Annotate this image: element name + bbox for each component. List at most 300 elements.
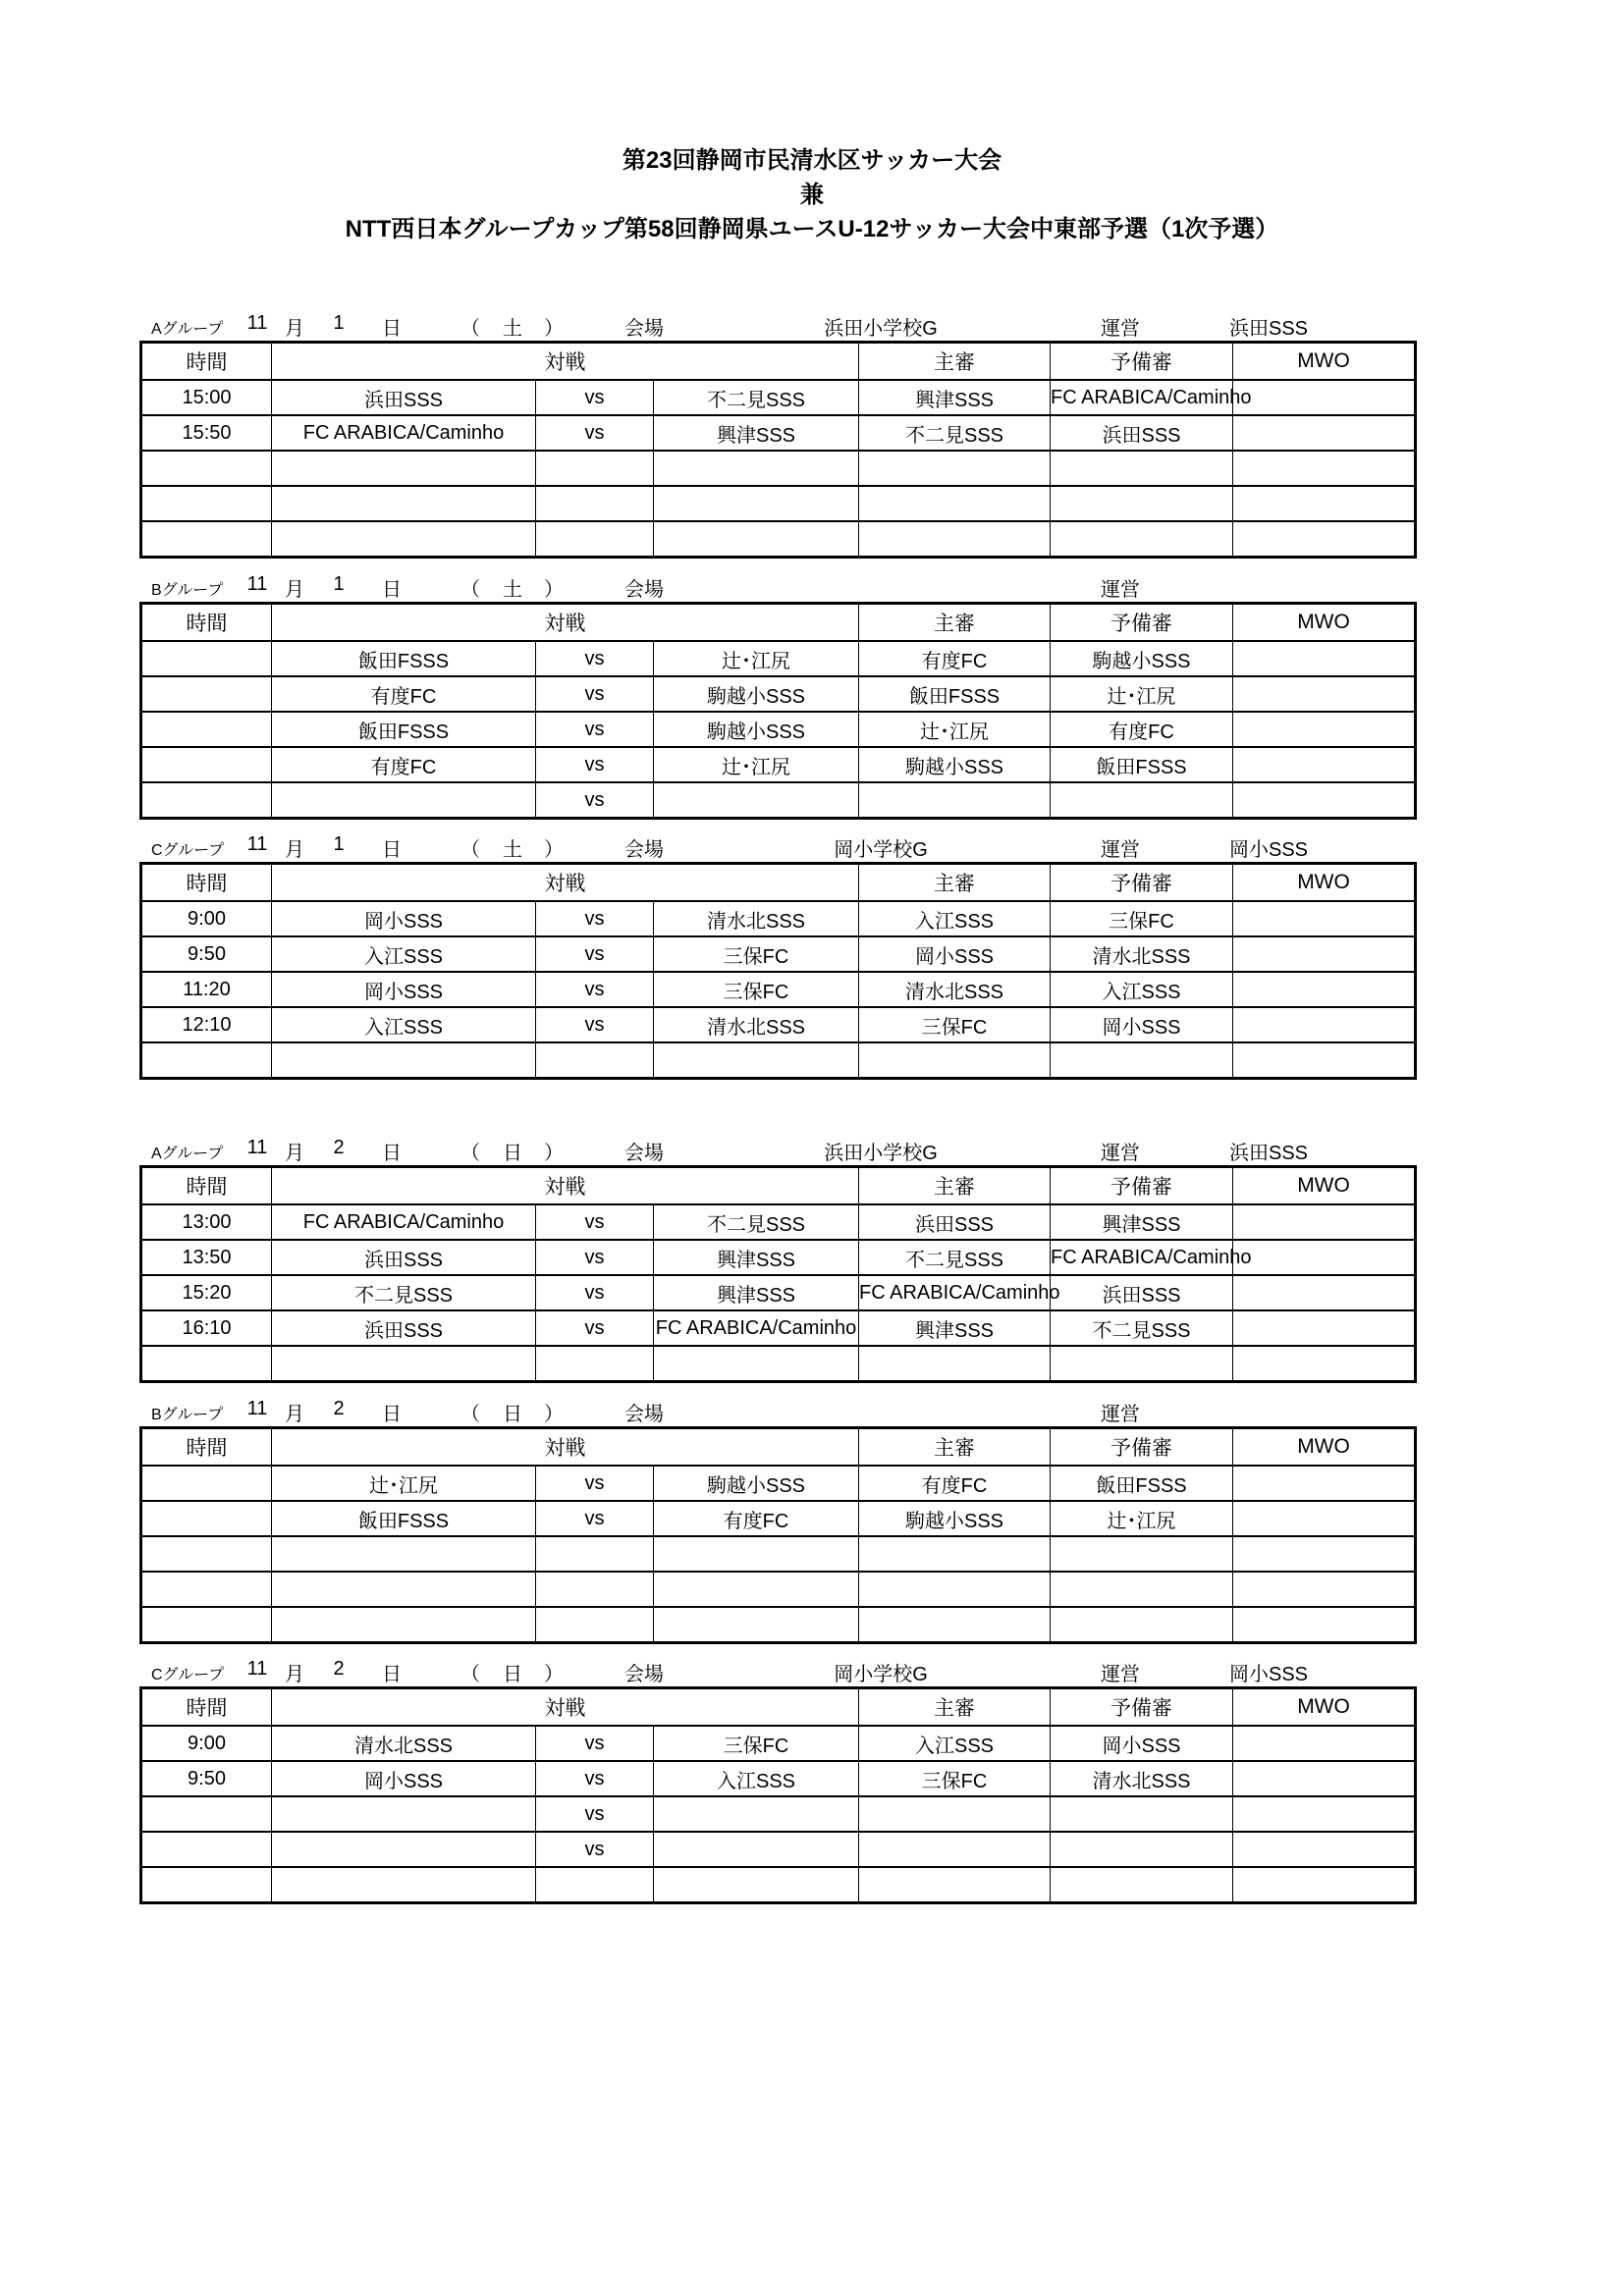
paren-close: ） — [544, 1664, 564, 1685]
reserve-referee-cell: 辻･江尻 — [1051, 1501, 1233, 1536]
mwo-cell — [1233, 521, 1416, 558]
date-day: 2 — [333, 1658, 345, 1680]
column-header-match: 対戦 — [272, 1428, 859, 1467]
table-header-row — [141, 864, 1416, 902]
vs-label — [536, 1867, 654, 1903]
vs-label: vs — [536, 1204, 654, 1240]
reserve-referee-cell: 飯田FSSS — [1051, 747, 1233, 782]
time-cell: 12:10 — [141, 1007, 272, 1042]
vs-label: vs — [536, 936, 654, 972]
mwo-cell — [1233, 747, 1416, 782]
time-cell — [141, 1466, 272, 1501]
column-header-referee: 主審 — [859, 1428, 1051, 1467]
away-team-cell — [654, 451, 859, 486]
mwo-cell — [1233, 712, 1416, 747]
match-row — [141, 1042, 1416, 1079]
vs-label: vs — [536, 1240, 654, 1275]
home-team-cell: 浜田SSS — [272, 1240, 536, 1275]
reserve-referee-cell: 清水北SSS — [1051, 936, 1233, 972]
referee-cell: 興津SSS — [859, 380, 1051, 415]
home-team-cell — [272, 486, 536, 521]
referee-cell — [859, 1042, 1051, 1079]
page-title-line1: 第23回静岡市民清水区サッカー大会 — [622, 147, 1002, 174]
mwo-cell — [1233, 1007, 1416, 1042]
date-weekday: 日 — [503, 1664, 522, 1685]
vs-label: vs — [536, 972, 654, 1007]
mwo-cell — [1233, 936, 1416, 972]
reserve-referee-cell: 飯田FSSS — [1051, 1466, 1233, 1501]
group-label: Aグループ — [151, 321, 224, 338]
date-day: 1 — [333, 312, 345, 334]
away-team-cell — [654, 1832, 859, 1867]
away-team-cell: 入江SSS — [654, 1761, 859, 1796]
reserve-referee-cell: 辻･江尻 — [1051, 676, 1233, 712]
operator-name: 浜田SSS — [1228, 318, 1309, 340]
time-cell — [141, 1867, 272, 1903]
vs-label: vs — [536, 901, 654, 936]
reserve-referee-cell — [1051, 1867, 1233, 1903]
column-header-match: 対戦 — [272, 1167, 859, 1205]
mwo-cell — [1233, 380, 1416, 415]
referee-cell — [859, 782, 1051, 819]
match-row — [141, 1572, 1416, 1607]
away-team-cell — [654, 521, 859, 558]
day-kanji-label: 日 — [382, 839, 402, 861]
time-cell — [141, 486, 272, 521]
venue-name: 岡小学校G — [834, 839, 928, 861]
column-header-match: 対戦 — [272, 604, 859, 642]
home-team-cell — [272, 521, 536, 558]
paren-open: （ — [460, 1664, 480, 1685]
venue-label: 会場 — [624, 1404, 664, 1425]
reserve-referee-cell: FC ARABICA/Caminho — [1051, 380, 1233, 415]
vs-label: vs — [536, 747, 654, 782]
vs-label: vs — [536, 676, 654, 712]
away-team-cell: 興津SSS — [654, 1275, 859, 1310]
table-header-row — [141, 343, 1416, 381]
home-team-cell: 浜田SSS — [272, 380, 536, 415]
referee-cell — [859, 1346, 1051, 1382]
match-row — [141, 415, 1416, 451]
reserve-referee-cell: 岡小SSS — [1051, 1007, 1233, 1042]
time-cell — [141, 1042, 272, 1079]
home-team-cell — [272, 1607, 536, 1643]
reserve-referee-cell — [1051, 486, 1233, 521]
home-team-cell: FC ARABICA/Caminho — [272, 1204, 536, 1240]
column-header-match: 対戦 — [272, 864, 859, 902]
away-team-cell — [654, 1042, 859, 1079]
home-team-cell — [272, 1536, 536, 1572]
match-row — [141, 712, 1416, 747]
away-team-cell: FC ARABICA/Caminho — [654, 1310, 859, 1346]
group-label: Bグループ — [151, 1407, 224, 1423]
match-row — [141, 1240, 1416, 1275]
match-row — [141, 380, 1416, 415]
operator-label: 運営 — [1101, 318, 1140, 340]
away-team-cell — [654, 1572, 859, 1607]
home-team-cell: 有度FC — [272, 747, 536, 782]
time-cell — [141, 676, 272, 712]
mwo-cell — [1233, 901, 1416, 936]
column-header-match: 対戦 — [272, 343, 859, 381]
column-header-time: 時間 — [141, 343, 272, 381]
column-header-time: 時間 — [141, 604, 272, 642]
column-header-time: 時間 — [141, 1167, 272, 1205]
vs-label: vs — [536, 782, 654, 819]
match-row — [141, 1796, 1416, 1832]
referee-cell: 不二見SSS — [859, 415, 1051, 451]
date-day: 2 — [333, 1398, 345, 1419]
referee-cell: 入江SSS — [859, 1726, 1051, 1761]
away-team-cell — [654, 486, 859, 521]
home-team-cell — [272, 1867, 536, 1903]
vs-label: vs — [536, 1501, 654, 1536]
mwo-cell — [1233, 1466, 1416, 1501]
reserve-referee-cell — [1051, 1796, 1233, 1832]
time-cell: 15:50 — [141, 415, 272, 451]
away-team-cell: 興津SSS — [654, 415, 859, 451]
reserve-referee-cell — [1051, 1042, 1233, 1079]
table-header-row — [141, 1688, 1416, 1727]
home-team-cell — [272, 451, 536, 486]
column-header-match: 対戦 — [272, 1688, 859, 1727]
vs-label: vs — [536, 1275, 654, 1310]
time-cell: 13:50 — [141, 1240, 272, 1275]
mwo-cell — [1233, 1536, 1416, 1572]
operator-label: 運営 — [1101, 1404, 1140, 1425]
time-cell: 15:00 — [141, 380, 272, 415]
match-row — [141, 1832, 1416, 1867]
reserve-referee-cell — [1051, 451, 1233, 486]
away-team-cell: 駒越小SSS — [654, 676, 859, 712]
column-header-referee: 主審 — [859, 604, 1051, 642]
referee-cell: 浜田SSS — [859, 1204, 1051, 1240]
date-month: 11 — [246, 312, 268, 334]
reserve-referee-cell — [1051, 1572, 1233, 1607]
time-cell — [141, 1536, 272, 1572]
referee-cell: 入江SSS — [859, 901, 1051, 936]
home-team-cell: 有度FC — [272, 676, 536, 712]
column-header-reserve-referee: 予備審 — [1051, 343, 1233, 381]
mwo-cell — [1233, 451, 1416, 486]
referee-cell: 飯田FSSS — [859, 676, 1051, 712]
referee-cell — [859, 1607, 1051, 1643]
venue-name: 浜田小学校G — [824, 1143, 938, 1164]
venue-name: 岡小学校G — [834, 1664, 928, 1685]
vs-label — [536, 451, 654, 486]
vs-label — [536, 1536, 654, 1572]
venue-name: 浜田小学校G — [824, 318, 938, 340]
match-row — [141, 521, 1416, 558]
date-day: 1 — [333, 573, 345, 595]
paren-open: （ — [460, 318, 480, 340]
reserve-referee-cell: 入江SSS — [1051, 972, 1233, 1007]
schedule-block — [139, 312, 1414, 559]
time-cell — [141, 1832, 272, 1867]
match-row — [141, 782, 1416, 819]
time-cell — [141, 782, 272, 819]
referee-cell: 有度FC — [859, 1466, 1051, 1501]
group-label: Bグループ — [151, 582, 224, 599]
reserve-referee-cell — [1051, 1346, 1233, 1382]
schedule-table — [139, 1426, 1417, 1644]
match-row — [141, 1466, 1416, 1501]
vs-label — [536, 486, 654, 521]
away-team-cell — [654, 1796, 859, 1832]
referee-cell — [859, 1796, 1051, 1832]
operator-label: 運営 — [1101, 579, 1140, 601]
away-team-cell: 辻･江尻 — [654, 747, 859, 782]
reserve-referee-cell — [1051, 521, 1233, 558]
column-header-referee: 主審 — [859, 864, 1051, 902]
vs-label — [536, 1572, 654, 1607]
vs-label: vs — [536, 415, 654, 451]
date-weekday: 日 — [503, 1404, 522, 1425]
referee-cell: 岡小SSS — [859, 936, 1051, 972]
time-cell: 9:50 — [141, 936, 272, 972]
operator-name: 岡小SSS — [1228, 839, 1309, 861]
time-cell: 16:10 — [141, 1310, 272, 1346]
referee-cell: 三保FC — [859, 1761, 1051, 1796]
match-row — [141, 1346, 1416, 1382]
schedule-table — [139, 862, 1417, 1080]
paren-close: ） — [544, 579, 564, 601]
home-team-cell — [272, 1796, 536, 1832]
home-team-cell: 飯田FSSS — [272, 641, 536, 676]
match-row — [141, 1761, 1416, 1796]
column-header-mwo: MWO — [1233, 1428, 1416, 1467]
venue-label: 会場 — [624, 318, 664, 340]
date-weekday: 土 — [503, 579, 522, 601]
away-team-cell: 三保FC — [654, 972, 859, 1007]
vs-label: vs — [536, 380, 654, 415]
reserve-referee-cell: 有度FC — [1051, 712, 1233, 747]
column-header-reserve-referee: 予備審 — [1051, 604, 1233, 642]
time-cell: 9:00 — [141, 1726, 272, 1761]
match-row — [141, 936, 1416, 972]
referee-cell — [859, 451, 1051, 486]
date-weekday: 土 — [503, 839, 522, 861]
referee-cell: 清水北SSS — [859, 972, 1051, 1007]
mwo-cell — [1233, 1204, 1416, 1240]
column-header-mwo: MWO — [1233, 604, 1416, 642]
away-team-cell: 三保FC — [654, 1726, 859, 1761]
mwo-cell — [1233, 1346, 1416, 1382]
match-row — [141, 901, 1416, 936]
schedule-block — [139, 573, 1414, 820]
month-kanji-label: 月 — [285, 579, 304, 601]
reserve-referee-cell: 駒越小SSS — [1051, 641, 1233, 676]
referee-cell: 不二見SSS — [859, 1240, 1051, 1275]
home-team-cell: 岡小SSS — [272, 1761, 536, 1796]
home-team-cell: 岡小SSS — [272, 901, 536, 936]
reserve-referee-cell: 三保FC — [1051, 901, 1233, 936]
column-header-time: 時間 — [141, 1428, 272, 1467]
home-team-cell: 辻･江尻 — [272, 1466, 536, 1501]
reserve-referee-cell: 不二見SSS — [1051, 1310, 1233, 1346]
column-header-time: 時間 — [141, 1688, 272, 1727]
referee-cell: 駒越小SSS — [859, 1501, 1051, 1536]
month-kanji-label: 月 — [285, 1664, 304, 1685]
date-month: 11 — [246, 1137, 268, 1158]
group-label: Cグループ — [151, 842, 225, 859]
time-cell — [141, 1572, 272, 1607]
referee-cell — [859, 1832, 1051, 1867]
column-header-reserve-referee: 予備審 — [1051, 1428, 1233, 1467]
paren-close: ） — [544, 839, 564, 861]
referee-cell — [859, 1572, 1051, 1607]
time-cell: 15:20 — [141, 1275, 272, 1310]
reserve-referee-cell: 岡小SSS — [1051, 1726, 1233, 1761]
match-row — [141, 1867, 1416, 1903]
match-row — [141, 641, 1416, 676]
away-team-cell — [654, 782, 859, 819]
vs-label: vs — [536, 1310, 654, 1346]
away-team-cell: 清水北SSS — [654, 901, 859, 936]
match-row — [141, 1536, 1416, 1572]
venue-label: 会場 — [624, 579, 664, 601]
group-label: Aグループ — [151, 1146, 224, 1162]
mwo-cell — [1233, 972, 1416, 1007]
away-team-cell — [654, 1346, 859, 1382]
vs-label: vs — [536, 1761, 654, 1796]
venue-label: 会場 — [624, 1143, 664, 1164]
operator-name: 岡小SSS — [1228, 1664, 1309, 1685]
vs-label: vs — [536, 1007, 654, 1042]
reserve-referee-cell: 浜田SSS — [1051, 415, 1233, 451]
match-row — [141, 1501, 1416, 1536]
paren-close: ） — [544, 1143, 564, 1164]
time-cell — [141, 747, 272, 782]
away-team-cell — [654, 1607, 859, 1643]
day-kanji-label: 日 — [382, 579, 402, 601]
reserve-referee-cell — [1051, 1536, 1233, 1572]
home-team-cell: 飯田FSSS — [272, 712, 536, 747]
reserve-referee-cell — [1051, 782, 1233, 819]
home-team-cell: FC ARABICA/Caminho — [272, 415, 536, 451]
time-cell: 9:50 — [141, 1761, 272, 1796]
mwo-cell — [1233, 1572, 1416, 1607]
date-weekday: 土 — [503, 318, 522, 340]
time-cell — [141, 1501, 272, 1536]
column-header-mwo: MWO — [1233, 343, 1416, 381]
match-row — [141, 972, 1416, 1007]
home-team-cell: 不二見SSS — [272, 1275, 536, 1310]
home-team-cell: 岡小SSS — [272, 972, 536, 1007]
day-kanji-label: 日 — [382, 1404, 402, 1425]
match-row — [141, 1310, 1416, 1346]
mwo-cell — [1233, 1275, 1416, 1310]
vs-label — [536, 1042, 654, 1079]
away-team-cell: 三保FC — [654, 936, 859, 972]
mwo-cell — [1233, 782, 1416, 819]
column-header-mwo: MWO — [1233, 1167, 1416, 1205]
schedule-table — [139, 1165, 1417, 1383]
schedule-block — [139, 1398, 1414, 1644]
date-month: 11 — [246, 1658, 268, 1680]
mwo-cell — [1233, 1501, 1416, 1536]
mwo-cell — [1233, 1867, 1416, 1903]
column-header-reserve-referee: 予備審 — [1051, 1688, 1233, 1727]
away-team-cell: 不二見SSS — [654, 1204, 859, 1240]
referee-cell: 駒越小SSS — [859, 747, 1051, 782]
schedule-table — [139, 341, 1417, 559]
month-kanji-label: 月 — [285, 839, 304, 861]
home-team-cell — [272, 1042, 536, 1079]
mwo-cell — [1233, 1796, 1416, 1832]
vs-label: vs — [536, 1726, 654, 1761]
mwo-cell — [1233, 486, 1416, 521]
home-team-cell: 清水北SSS — [272, 1726, 536, 1761]
reserve-referee-cell: 清水北SSS — [1051, 1761, 1233, 1796]
venue-label: 会場 — [624, 839, 664, 861]
home-team-cell — [272, 782, 536, 819]
referee-cell: 三保FC — [859, 1007, 1051, 1042]
column-header-time: 時間 — [141, 864, 272, 902]
mwo-cell — [1233, 641, 1416, 676]
home-team-cell: 入江SSS — [272, 936, 536, 972]
reserve-referee-cell: FC ARABICA/Caminho — [1051, 1240, 1233, 1275]
column-header-mwo: MWO — [1233, 864, 1416, 902]
mwo-cell — [1233, 1310, 1416, 1346]
home-team-cell: 飯田FSSS — [272, 1501, 536, 1536]
match-row — [141, 747, 1416, 782]
reserve-referee-cell: 興津SSS — [1051, 1204, 1233, 1240]
paren-open: （ — [460, 579, 480, 601]
home-team-cell — [272, 1346, 536, 1382]
paren-close: ） — [544, 1404, 564, 1425]
mwo-cell — [1233, 1726, 1416, 1761]
referee-cell — [859, 521, 1051, 558]
time-cell — [141, 1607, 272, 1643]
table-header-row — [141, 1167, 1416, 1205]
vs-label — [536, 521, 654, 558]
time-cell: 13:00 — [141, 1204, 272, 1240]
schedule-table — [139, 602, 1417, 820]
vs-label: vs — [536, 641, 654, 676]
match-row — [141, 486, 1416, 521]
referee-cell: 辻･江尻 — [859, 712, 1051, 747]
paren-open: （ — [460, 1404, 480, 1425]
operator-label: 運営 — [1101, 1664, 1140, 1685]
date-month: 11 — [246, 1398, 268, 1419]
schedule-label-row — [139, 312, 1414, 341]
away-team-cell: 不二見SSS — [654, 380, 859, 415]
day-kanji-label: 日 — [382, 1664, 402, 1685]
vs-label — [536, 1346, 654, 1382]
vs-label — [536, 1607, 654, 1643]
time-cell — [141, 712, 272, 747]
vs-label: vs — [536, 712, 654, 747]
vs-label: vs — [536, 1796, 654, 1832]
time-cell — [141, 1796, 272, 1832]
home-team-cell: 浜田SSS — [272, 1310, 536, 1346]
reserve-referee-cell: 浜田SSS — [1051, 1275, 1233, 1310]
paren-close: ） — [544, 318, 564, 340]
table-header-row — [141, 604, 1416, 642]
operator-label: 運営 — [1101, 839, 1140, 861]
operator-label: 運営 — [1101, 1143, 1140, 1164]
schedule-label-row — [139, 833, 1414, 862]
mwo-cell — [1233, 1832, 1416, 1867]
home-team-cell — [272, 1832, 536, 1867]
match-row — [141, 676, 1416, 712]
paren-open: （ — [460, 839, 480, 861]
schedule-label-row — [139, 1658, 1414, 1686]
time-cell: 9:00 — [141, 901, 272, 936]
time-cell — [141, 1346, 272, 1382]
match-row — [141, 451, 1416, 486]
